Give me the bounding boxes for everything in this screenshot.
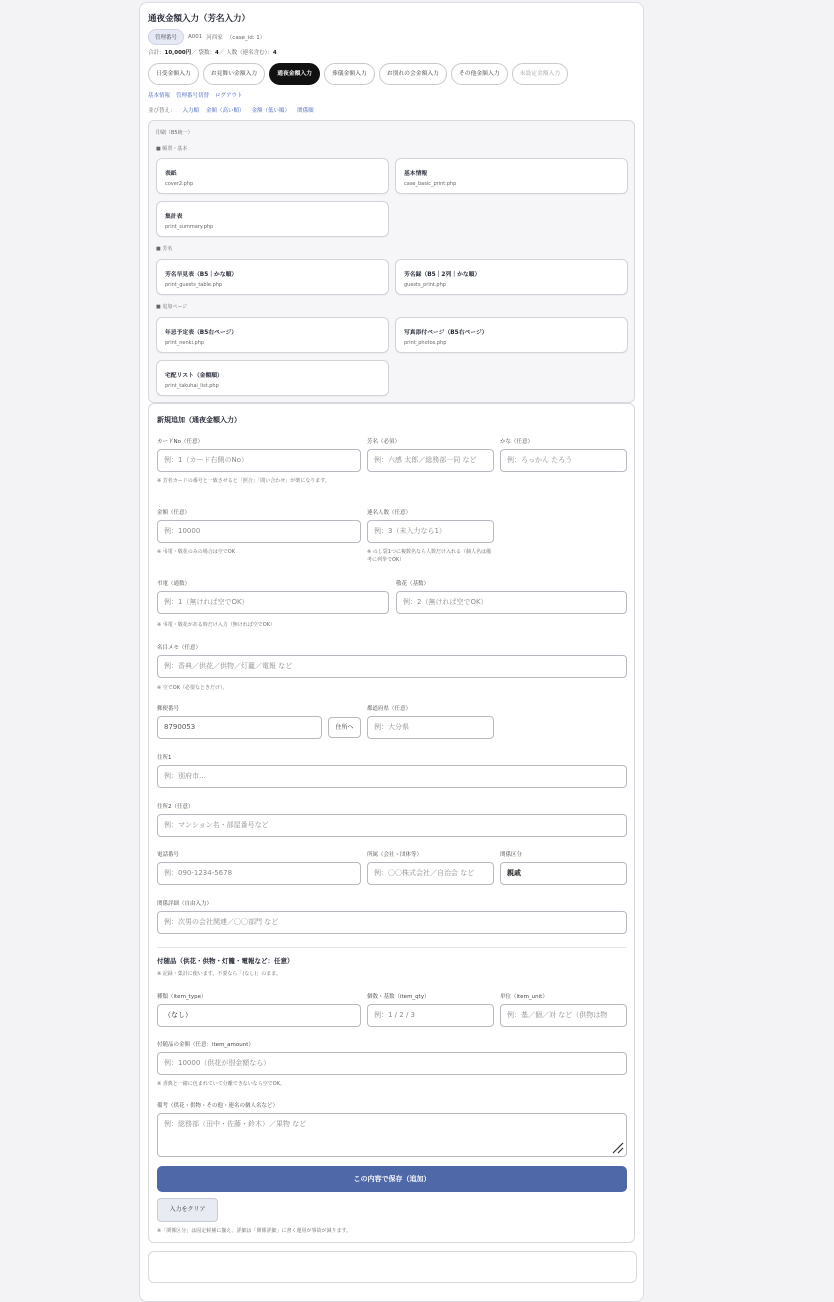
choden-label: 弔電（通数） (157, 581, 191, 587)
amount-note: ※ 弔電・敬花のみの場合は空でOK (157, 549, 235, 555)
item-amount-input[interactable]: 例：10000（供花が別金額なら） (157, 1052, 627, 1075)
totals-amount: 10,000円 (164, 50, 192, 56)
mgmt-badge: 管理番号 (148, 29, 184, 45)
link-basic-info[interactable]: 基本情報 (148, 93, 171, 99)
print-card-title: 表紙 (165, 171, 177, 177)
sort-input-order[interactable]: 入力順 (182, 108, 200, 114)
print-group-extra: ■ 追加ページ (156, 304, 188, 310)
save-button[interactable]: この内容で保存（追加） (157, 1166, 627, 1192)
print-card-file: print_takuhai_list.php (165, 383, 219, 389)
tab-nichiju[interactable]: 日受金額入力 (148, 63, 199, 85)
renmei-input[interactable]: 例：3（未入力なら1） (367, 520, 494, 543)
totals-bags: 4 (215, 50, 219, 56)
case-id: （case_id: 1） (226, 35, 266, 41)
print-card-file: case_basic_print.php (404, 181, 457, 187)
new-entry-form (148, 403, 635, 1243)
sort-bar (148, 106, 314, 114)
items-heading: 付随品（供花・供物・灯籠・電報など：任意） (157, 957, 294, 965)
memo-input[interactable]: 例：香典／供花／供物／灯籠／電報 など (157, 655, 627, 678)
items-note: ※ 記録・集計に使います。不要なら「(なし)」のまま。 (157, 971, 282, 977)
name-label: 芳名（必須） (367, 439, 401, 445)
link-switch-mgmt[interactable]: 管理番号切替 (176, 93, 210, 99)
clear-button[interactable]: 入力をクリア (157, 1198, 218, 1222)
print-card-basic-info[interactable] (395, 158, 628, 194)
print-card-title: 基本情報 (404, 171, 428, 177)
addr1-input[interactable]: 例：別府市… (157, 765, 627, 788)
addr2-label: 住所2（任意） (157, 804, 194, 810)
print-group-basic: ■ 帳票・基本 (156, 146, 188, 152)
kana-label: かな（任意） (500, 439, 534, 445)
totals-label: 合計： (148, 50, 165, 56)
tab-omimai[interactable]: お見舞い金額入力 (203, 63, 265, 85)
item-type-select[interactable]: （なし） (157, 1004, 361, 1027)
print-card-file: cover2.php (165, 181, 194, 187)
addr2-input[interactable]: 例：マンション名・部屋番号など (157, 814, 627, 837)
pref-label: 都道府県（任意） (367, 706, 412, 712)
print-card-file: print_guests_table.php (165, 282, 223, 288)
print-card-file: print_summary.php (165, 224, 214, 230)
tab-owakare[interactable]: お別れの会金額入力 (379, 63, 447, 85)
address-lookup-button[interactable]: 住所へ (328, 717, 361, 738)
rel-select[interactable]: 親戚 (500, 862, 627, 885)
keika-label: 敬花（基数） (396, 581, 430, 587)
memo-label: 名目メモ（任意） (157, 645, 202, 651)
print-card-guests-table[interactable] (156, 259, 389, 295)
print-card-summary[interactable] (156, 201, 389, 237)
item-unit-label: 単位（item_unit） (500, 994, 548, 1000)
print-card-nenki[interactable] (156, 317, 389, 353)
name-input[interactable]: 例：六感 太郎／総務部一同 など (367, 449, 494, 472)
totals-people: 4 (272, 50, 277, 56)
totals-people-label: ／ 人数（連名含む）： (218, 50, 273, 56)
tel-input[interactable]: 例：090-1234-5678 (157, 862, 361, 885)
print-card-takuhai[interactable] (156, 360, 389, 396)
item-qty-input[interactable]: 例：1 / 2 / 3 (367, 1004, 494, 1027)
amount-label: 金額（任意） (157, 510, 191, 516)
choden-input[interactable]: 例：1（無ければ空でOK） (157, 591, 389, 614)
tab-sougi[interactable]: 葬儀金額入力 (324, 63, 375, 85)
print-card-title: 芳名早見表（B5｜かな順） (165, 272, 238, 278)
item-amount-label: 付随品の金額（任意：item_amount） (157, 1042, 254, 1048)
item-type-label: 種類（item_type） (157, 994, 207, 1000)
tab-tsuya[interactable]: 通夜金額入力 (269, 63, 320, 85)
card-no-input[interactable]: 例：1（カード右側のNo） (157, 449, 361, 472)
item-amount-note: ※ 香典と一緒に包まれていて分離できないなら空でOK。 (157, 1081, 285, 1087)
remarks-textarea[interactable] (157, 1113, 627, 1157)
print-card-title: 集計表 (165, 214, 183, 220)
print-card-cover[interactable] (156, 158, 389, 194)
org-label: 所属（会社・団体等） (367, 852, 423, 858)
print-card-file: guests_print.php (404, 282, 446, 288)
item-unit-input[interactable]: 例：基／個／対 など（供物は物 (500, 1004, 627, 1027)
zip-input[interactable]: 8790053 (157, 716, 322, 739)
print-section (148, 120, 635, 403)
tab-other[interactable]: その他金額入力 (451, 63, 508, 85)
footer-note: ※「関係区分」は固定候補に揃え、詳細は「関係詳細」に書く運用が事故が減ります。 (157, 1228, 352, 1234)
remarks-label: 備考（供花・供物・その他・連名の個人名など） (157, 1103, 279, 1109)
page-title: 通夜金額入力（芳名入力） (148, 14, 251, 24)
print-heading: 印刷（B5統一） (156, 130, 193, 136)
remarks-placeholder: 例：総務部（田中・佐藤・鈴木）／果物 など (164, 1120, 307, 1128)
card-no-note: ※ 芳名カードの番号と一致させると「照合」「問い合わせ」が楽になります。 (157, 478, 330, 484)
main-panel (139, 2, 644, 1302)
item-qty-label: 個数・基数（item_qty） (367, 994, 430, 1000)
section-divider (157, 947, 626, 948)
print-group-guests: ■ 芳名 (156, 246, 173, 252)
resize-handle-icon[interactable] (612, 1142, 624, 1154)
amount-input[interactable]: 例：10000 (157, 520, 361, 543)
keika-input[interactable]: 例：2（無ければ空でOK） (396, 591, 627, 614)
print-card-title: 芳名録（B5｜2列｜かな順） (404, 272, 481, 278)
rel-detail-input[interactable]: 例：次男の会社関連／〇〇部門 など (157, 911, 627, 934)
print-card-photos[interactable] (395, 317, 628, 353)
memo-note: ※ 空でOK（必要なときだけ）。 (157, 685, 228, 691)
kana-input[interactable]: 例：ろっかん たろう (500, 449, 627, 472)
form-heading: 新規追加（通夜金額入力） (157, 416, 241, 424)
print-card-title: 年忌予定表（B5右ページ） (165, 330, 238, 336)
renmei-label: 連名人数（任意） (367, 510, 412, 516)
rel-detail-label: 関係詳細（自由入力） (157, 901, 213, 907)
pref-input[interactable]: 例：大分県 (367, 716, 494, 739)
print-card-file: print_photos.php (404, 340, 447, 346)
nav-links (148, 91, 243, 99)
family-name: 河西家 (206, 35, 223, 41)
sort-label: 並び替え： (148, 108, 176, 114)
print-card-file: print_nenki.php (165, 340, 205, 346)
category-tabs (148, 63, 568, 85)
mgmt-value: A001 (188, 34, 203, 40)
zip-label: 郵便番号 (157, 706, 180, 712)
renmei-note: ※ のし袋1つに複数名なら人数だけ入れる（個人名は備考に列挙でOK） (367, 549, 491, 563)
case-meta (148, 29, 265, 45)
print-card-guests-book[interactable] (395, 259, 628, 295)
print-card-title: 宅配リスト（金額順） (165, 373, 223, 379)
rel-label: 関係区分 (500, 852, 523, 858)
link-logout[interactable]: ログアウト (215, 93, 243, 99)
choden-note: ※ 弔電・敬花がある時だけ入力（無ければ空でOK） (157, 622, 275, 628)
print-card-title: 写真添付ページ（B5右ページ） (404, 330, 488, 336)
sort-amount-desc[interactable]: 金額（高い順） (206, 108, 245, 114)
sort-relation[interactable]: 関係順 (297, 108, 314, 114)
totals-line (148, 48, 277, 56)
tel-label: 電話番号 (157, 852, 180, 858)
org-input[interactable]: 例：〇〇株式会社／自治会 など (367, 862, 494, 885)
tab-unset[interactable]: 未設定金額入力 (512, 63, 569, 85)
addr1-label: 住所1 (157, 755, 172, 761)
card-no-label: カードNo（任意） (157, 439, 203, 445)
sort-amount-asc[interactable]: 金額（低い順） (251, 108, 291, 114)
totals-bags-label: ／ 袋数： (191, 50, 215, 56)
